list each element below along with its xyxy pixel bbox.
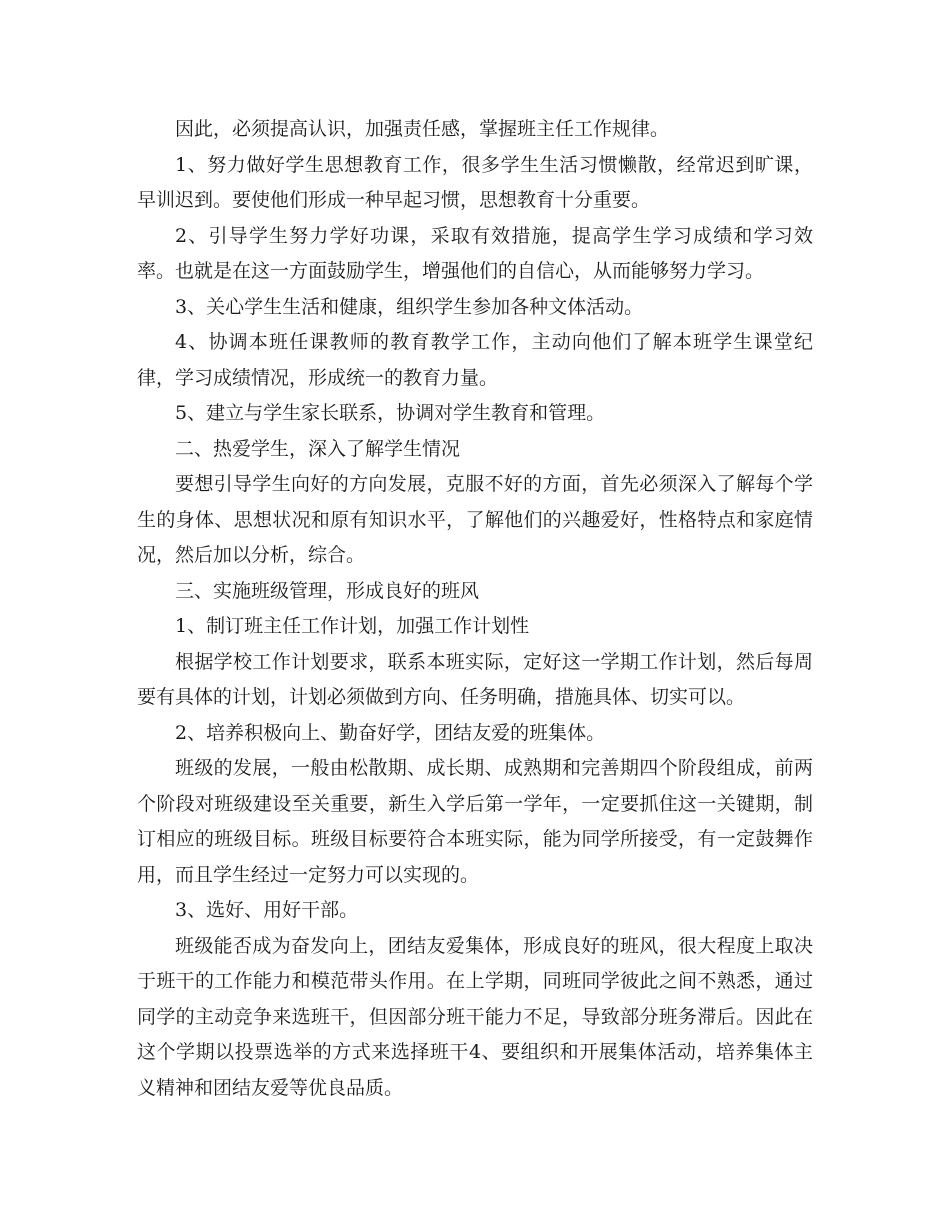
paragraph-section-2-body: 要想引导学生向好的方向发展，克服不好的方面，首先必须深入了解每个学生的身体、思想状况和原有知识水平，了解他们的兴趣爱好，性格特点和家庭情况，然后加以分析，综合。 (137, 473, 813, 566)
document-body (137, 112, 813, 1106)
paragraph-item-3: 3、关心学生生活和健康，组织学生参加各种文体活动。 (175, 295, 644, 318)
paragraph-3-1-body: 根据学校工作计划要求，联系本班实际，定好这一学期工作计划，然后每周要有具体的计划，计划必须做到方向、任务明确，措施具体、切实可以。 (137, 650, 813, 708)
paragraph-3-3-body: 班级能否成为奋发向上，团结友爱集体，形成良好的班风，很大程度上取决于班干的工作能力和模范带头作用。在上学期，同班同学彼此之间不熟悉，通过同学的主动竞争来选班干，但因部分班干能力不足，导致部分班务滞后。因此在这个学期以投票选举的方式来选择班干4、要组织和开展集体活动，培养集体主义精神和团结友爱等优良品质。 (137, 934, 813, 1099)
section-heading-3: 三、实施班级管理，形成良好的班风 (175, 579, 480, 602)
paragraph-intro: 因此，必须提高认识，加强责任感，掌握班主任工作规律。 (175, 118, 670, 140)
paragraph-3-2-body: 班级的发展，一般由松散期、成长期、成熟期和完善期四个阶段组成，前两个阶段对班级建设至关重要，新生入学后第一学年，一定要抓住这一关键期，制订相应的班级目标。班级目标要符合本班实际，能为同学所接受，有一定鼓舞作用，而且学生经过一定努力可以实现的。 (137, 757, 813, 886)
subheading-3-2: 2、培养积极向上、勤奋好学，团结友爱的班集体。 (175, 721, 606, 744)
subheading-3-1: 1、制订班主任工作计划，加强工作计划性 (175, 615, 530, 637)
paragraph-item-2: 2、引导学生努力学好功课，采取有效措施，提高学生学习成绩和学习效率。也就是在这一方面鼓励学生，增强他们的自信心，从而能够努力学习。 (137, 224, 813, 282)
section-heading-2: 二、热爱学生，深入了解学生情况 (175, 437, 461, 460)
paragraph-item-5: 5、建立与学生家长联系，协调对学生教育和管理。 (175, 402, 606, 424)
paragraph-item-4: 4、协调本班任课教师的教育教学工作，主动向他们了解本班学生课堂纪律，学习成绩情况，形成统一的教育力量。 (137, 331, 813, 389)
subheading-3-3: 3、选好、用好干部。 (175, 899, 359, 921)
paragraph-item-1: 1、努力做好学生思想教育工作，很多学生生活习惯懒散，经常迟到旷课，早训迟到。要使他们形成一种早起习惯，思想教育十分重要。 (137, 153, 813, 211)
